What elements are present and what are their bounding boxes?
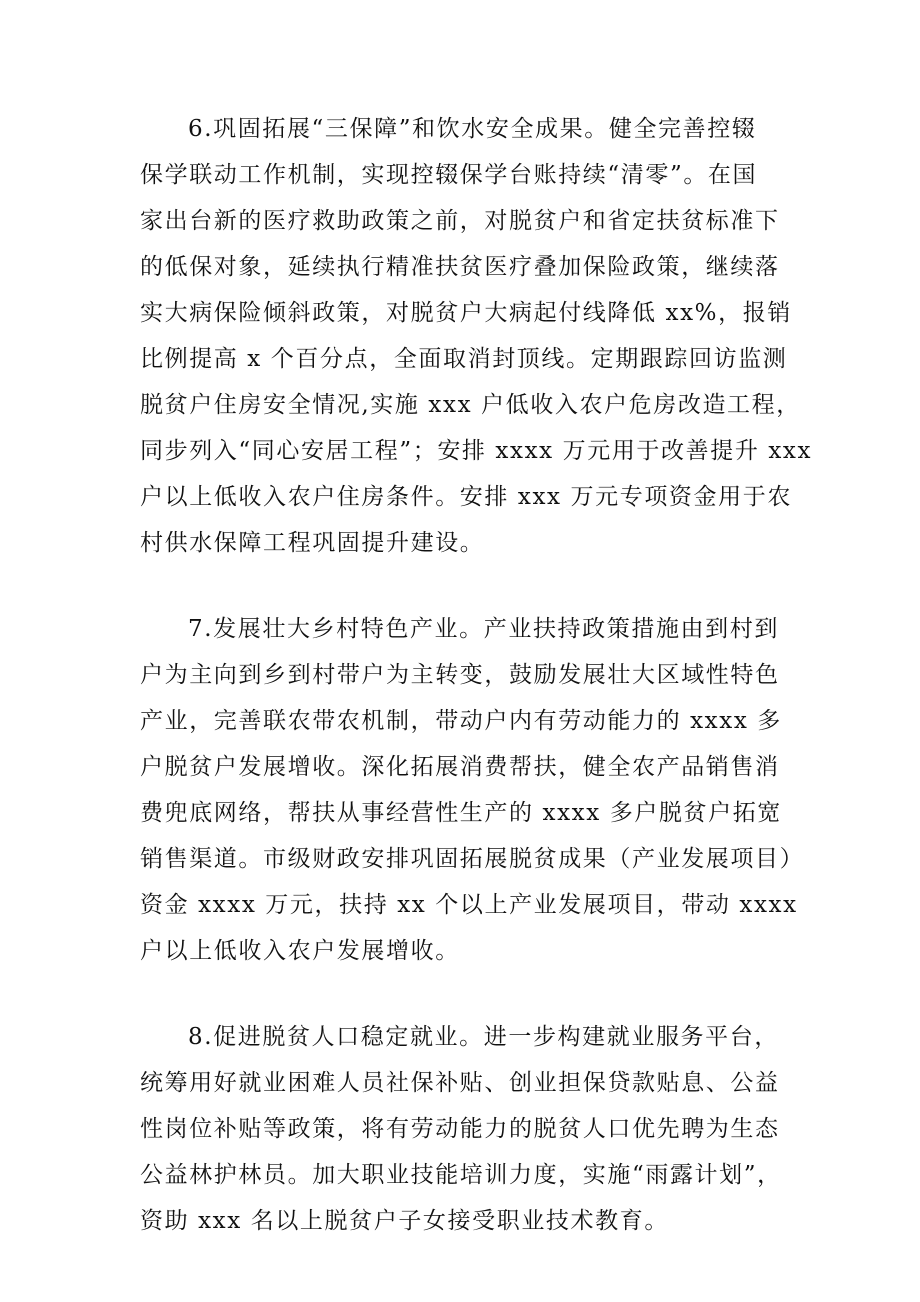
paragraph-line: 产业，完善联农带农机制，带动户内有劳动能力的 xxxx 多 bbox=[140, 708, 782, 734]
paragraph-line: 性岗位补贴等政策，将有劳动能力的脱贫人口优先聘为生态 bbox=[140, 1116, 780, 1142]
paragraph-line: 同步列入“同心安居工程”；安排 xxxx 万元用于改善提升 xxx bbox=[140, 438, 813, 464]
paragraph-line: 实大病保险倾斜政策，对脱贫户大病起付线降低 xx%，报销 bbox=[140, 300, 792, 326]
paragraph-7-rural-industries bbox=[140, 606, 805, 974]
paragraph-line: 资金 xxxx 万元，扶持 xx 个以上产业发展项目，带动 xxxx bbox=[140, 892, 798, 918]
paragraph-line: 资助 xxx 名以上脱贫户子女接受职业技术教育。 bbox=[140, 1208, 669, 1234]
paragraph-line: 的低保对象，延续执行精准扶贫医疗叠加保险政策，继续落 bbox=[140, 254, 780, 280]
paragraph-line: 家出台新的医疗救助政策之前，对脱贫户和省定扶贫标准下 bbox=[140, 208, 780, 234]
paragraph-line: 村供水保障工程巩固提升建设。 bbox=[140, 530, 485, 556]
paragraph-line: 统筹用好就业困难人员社保补贴、创业担保贷款贴息、公益 bbox=[140, 1070, 780, 1096]
paragraph-line: 销售渠道。市级财政安排巩固拓展脱贫成果（产业发展项目） bbox=[140, 846, 805, 872]
paragraph-line: 保学联动工作机制，实现控辍保学台账持续“清零”。在国 bbox=[140, 162, 758, 188]
paragraph-line: 户以上低收入农户住房条件。安排 xxx 万元专项资金用于农 bbox=[140, 484, 792, 510]
paragraph-8-stable-employment bbox=[140, 1014, 780, 1244]
paragraph-line: 脱贫户住房安全情况,实施 xxx 户低收入农户危房改造工程， bbox=[140, 392, 801, 418]
paragraph-6-consolidate-guarantees bbox=[140, 106, 813, 566]
paragraph-line: 费兜底网络，帮扶从事经营性生产的 xxxx 多户脱贫户拓宽 bbox=[140, 800, 782, 826]
paragraph-line: 8.促进脱贫人口稳定就业。进一步构建就业服务平台， bbox=[188, 1024, 779, 1050]
paragraph-line: 户以上低收入农户发展增收。 bbox=[140, 938, 460, 964]
paragraph-line: 6.巩固拓展“三保障”和饮水安全成果。健全完善控辍 bbox=[188, 116, 757, 142]
paragraph-line: 比例提高 x 个百分点，全面取消封顶线。定期跟踪回访监测 bbox=[140, 346, 788, 372]
paragraph-line: 户为主向到乡到村带户为主转变，鼓励发展壮大区域性特色 bbox=[140, 662, 780, 688]
paragraph-line: 户脱贫户发展增收。深化拓展消费帮扶，健全农产品销售消 bbox=[140, 754, 780, 780]
paragraph-line: 公益林护林员。加大职业技能培训力度，实施“雨露计划”， bbox=[140, 1162, 782, 1188]
paragraph-line: 7.发展壮大乡村特色产业。产业扶持政策措施由到村到 bbox=[188, 616, 779, 642]
document-body bbox=[140, 106, 813, 1284]
